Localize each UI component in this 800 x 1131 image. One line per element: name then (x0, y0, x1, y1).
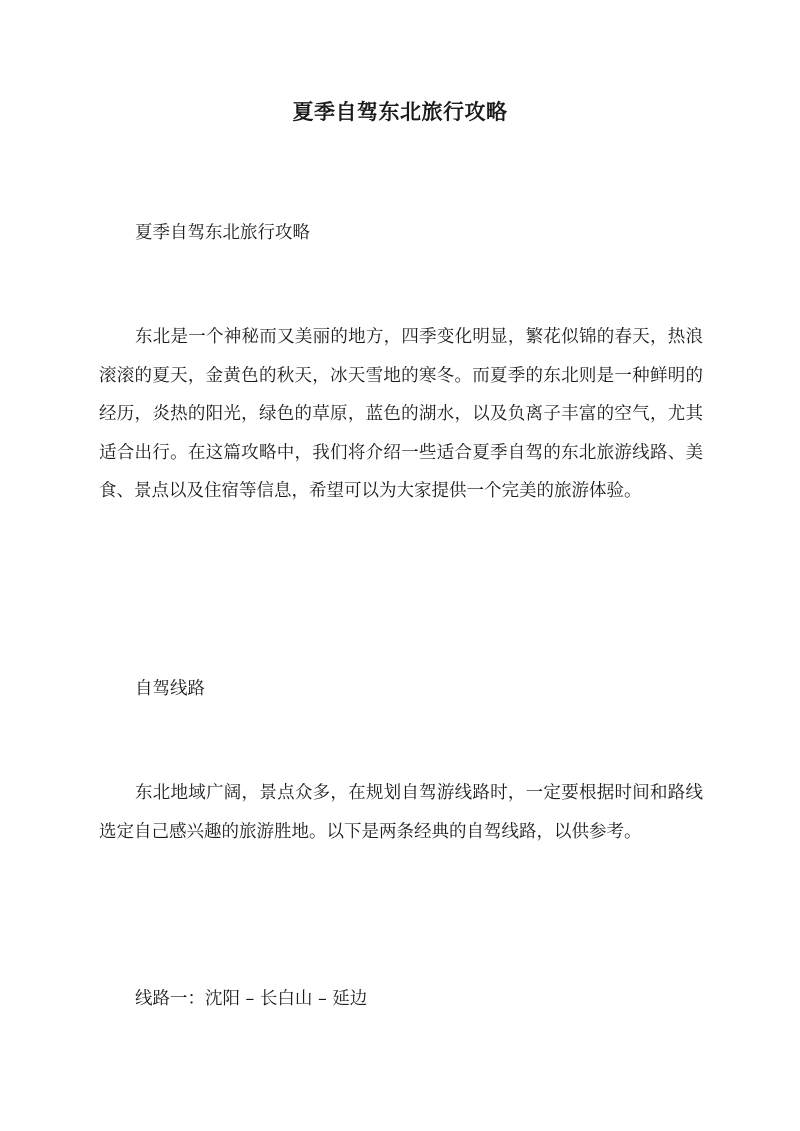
intro-paragraph: 东北是一个神秘而又美丽的地方，四季变化明显，繁花似锦的春天，热浪滚滚的夏天，金黄色的秋天，冰天雪地的寒冬。而夏季的东北则是一种鲜明的经历，炎热的阳光，绿色的草原，蓝色的湖水，以及负离子丰富的空气，尤其适合出行。在这篇攻略中，我们将介绍一些适合夏季自驾的东北旅游线路、美食、景点以及住宿等信息，希望可以为大家提供一个完美的旅游体验。 (99, 327, 703, 501)
route-one-heading: 线路一：沈阳 – 长白山 – 延边 (135, 989, 368, 1009)
document-subtitle: 夏季自驾东北旅行攻略 (135, 223, 310, 243)
section-heading-self-drive-routes: 自驾线路 (135, 679, 205, 699)
routes-intro-paragraph: 东北地域广阔，景点众多，在规划自驾游线路时，一定要根据时间和路线选定自己感兴趣的旅游胜地。以下是两条经典的自驾线路，以供参考。 (99, 783, 703, 842)
document-title: 夏季自驾东北旅行攻略 (292, 99, 508, 124)
